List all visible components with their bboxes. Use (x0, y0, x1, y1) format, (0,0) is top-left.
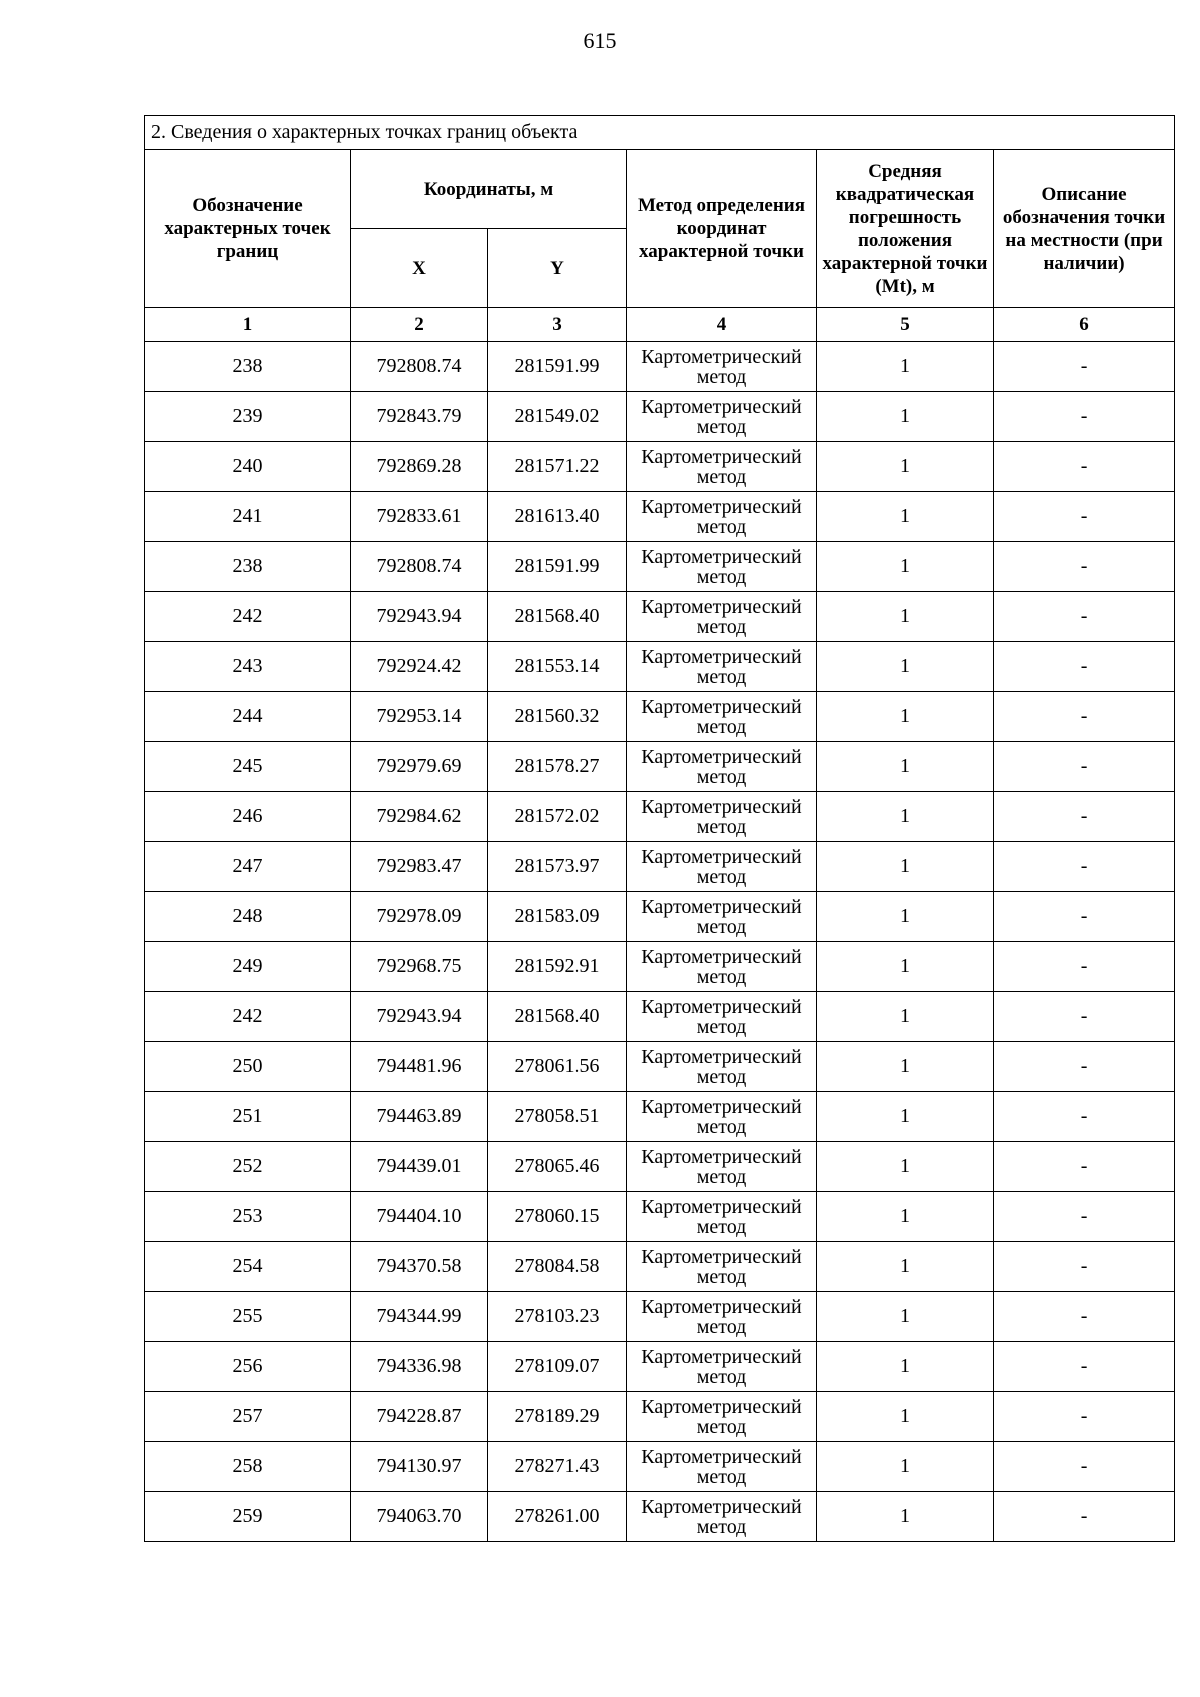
cell-point: 239 (145, 392, 351, 442)
table-row (145, 1242, 1175, 1292)
method-line-2: метод (696, 865, 747, 888)
table-row (145, 1342, 1175, 1392)
cell-x: 792924.42 (351, 642, 488, 692)
method-line-1: Картометрический (641, 345, 802, 368)
cell-method (627, 442, 817, 492)
cell-y: 281572.02 (488, 792, 627, 842)
cell-point: 249 (145, 942, 351, 992)
cell-point: 258 (145, 1442, 351, 1492)
cell-method (627, 342, 817, 392)
cell-error: 1 (817, 1192, 994, 1242)
cell-point: 259 (145, 1492, 351, 1542)
cell-error: 1 (817, 392, 994, 442)
cell-method (627, 1292, 817, 1342)
method-line-2: метод (696, 1365, 747, 1388)
cell-method (627, 942, 817, 992)
method-line-1: Картометрический (641, 895, 802, 918)
cell-error: 1 (817, 592, 994, 642)
table-row (145, 592, 1175, 642)
page-number: 615 (583, 28, 617, 53)
cell-description: - (994, 392, 1175, 442)
column-number: 1 (145, 308, 351, 342)
cell-method (627, 892, 817, 942)
cell-y: 278189.29 (488, 1392, 627, 1442)
cell-description: - (994, 1292, 1175, 1342)
cell-y: 281568.40 (488, 992, 627, 1042)
cell-error: 1 (817, 692, 994, 742)
cell-y: 278061.56 (488, 1042, 627, 1092)
cell-y: 278065.46 (488, 1142, 627, 1192)
cell-description: - (994, 992, 1175, 1042)
cell-y: 278109.07 (488, 1342, 627, 1392)
cell-point: 245 (145, 742, 351, 792)
cell-y: 281568.40 (488, 592, 627, 642)
cell-description: - (994, 892, 1175, 942)
cell-description: - (994, 442, 1175, 492)
table-row (145, 1092, 1175, 1142)
method-line-2: метод (696, 515, 747, 538)
cell-method (627, 1092, 817, 1142)
cell-method (627, 592, 817, 642)
cell-error: 1 (817, 1492, 994, 1542)
cell-error: 1 (817, 1342, 994, 1392)
cell-point: 257 (145, 1392, 351, 1442)
method-line-1: Картометрический (641, 745, 802, 768)
method-line-2: метод (696, 1465, 747, 1488)
cell-description: - (994, 542, 1175, 592)
table-row (145, 392, 1175, 442)
cell-description: - (994, 1392, 1175, 1442)
cell-description: - (994, 1442, 1175, 1492)
table-row (145, 792, 1175, 842)
cell-error: 1 (817, 892, 994, 942)
cell-error: 1 (817, 442, 994, 492)
method-line-1: Картометрический (641, 1445, 802, 1468)
cell-y: 281613.40 (488, 492, 627, 542)
cell-x: 792869.28 (351, 442, 488, 492)
method-line-1: Картометрический (641, 795, 802, 818)
cell-error: 1 (817, 1442, 994, 1492)
header-method: Метод определения координат характерной точки (627, 150, 817, 308)
cell-x: 794370.58 (351, 1242, 488, 1292)
cell-description: - (994, 1242, 1175, 1292)
header-error: Средняя квадратическая погрешность положения характерной точки (Mt), м (817, 150, 994, 308)
cell-y: 281592.91 (488, 942, 627, 992)
cell-method (627, 642, 817, 692)
cell-point: 255 (145, 1292, 351, 1342)
cell-y: 278261.00 (488, 1492, 627, 1542)
method-line-1: Картометрический (641, 495, 802, 518)
cell-point: 244 (145, 692, 351, 742)
cell-method (627, 742, 817, 792)
method-line-2: метод (696, 815, 747, 838)
method-line-2: метод (696, 1065, 747, 1088)
cell-description: - (994, 1142, 1175, 1192)
method-line-2: метод (696, 715, 747, 738)
cell-y: 278058.51 (488, 1092, 627, 1142)
cell-x: 792843.79 (351, 392, 488, 442)
cell-y: 278060.15 (488, 1192, 627, 1242)
table-row (145, 692, 1175, 742)
column-number: 4 (627, 308, 817, 342)
cell-error: 1 (817, 792, 994, 842)
method-line-1: Картометрический (641, 1195, 802, 1218)
method-line-1: Картометрический (641, 1095, 802, 1118)
cell-point: 247 (145, 842, 351, 892)
table-row (145, 1492, 1175, 1542)
cell-error: 1 (817, 492, 994, 542)
cell-method (627, 1492, 817, 1542)
cell-method (627, 1242, 817, 1292)
method-line-1: Картометрический (641, 595, 802, 618)
method-line-1: Картометрический (641, 1495, 802, 1518)
cell-method (627, 1392, 817, 1442)
cell-y: 281553.14 (488, 642, 627, 692)
cell-method (627, 842, 817, 892)
table-row (145, 642, 1175, 692)
table-row (145, 1042, 1175, 1092)
table-row (145, 542, 1175, 592)
cell-x: 794344.99 (351, 1292, 488, 1342)
cell-description: - (994, 692, 1175, 742)
cell-x: 794063.70 (351, 1492, 488, 1542)
cell-y: 281573.97 (488, 842, 627, 892)
table-row (145, 1142, 1175, 1192)
cell-method (627, 1192, 817, 1242)
cell-method (627, 992, 817, 1042)
table-row (145, 342, 1175, 392)
cell-method (627, 1442, 817, 1492)
cell-x: 792943.94 (351, 992, 488, 1042)
cell-error: 1 (817, 1292, 994, 1342)
cell-description: - (994, 1042, 1175, 1092)
cell-error: 1 (817, 742, 994, 792)
table-row (145, 742, 1175, 792)
cell-method (627, 542, 817, 592)
cell-point: 238 (145, 342, 351, 392)
cell-x: 794439.01 (351, 1142, 488, 1192)
cell-description: - (994, 792, 1175, 842)
cell-error: 1 (817, 642, 994, 692)
cell-y: 278103.23 (488, 1292, 627, 1342)
method-line-1: Картометрический (641, 645, 802, 668)
table-row (145, 442, 1175, 492)
table-row (145, 1192, 1175, 1242)
cell-y: 281560.32 (488, 692, 627, 742)
method-line-2: метод (696, 915, 747, 938)
column-number: 6 (994, 308, 1175, 342)
method-line-2: метод (696, 765, 747, 788)
cell-x: 792979.69 (351, 742, 488, 792)
method-line-1: Картометрический (641, 845, 802, 868)
cell-description: - (994, 942, 1175, 992)
cell-method (627, 492, 817, 542)
method-line-1: Картометрический (641, 445, 802, 468)
method-line-2: метод (696, 615, 747, 638)
cell-error: 1 (817, 1392, 994, 1442)
cell-y: 281583.09 (488, 892, 627, 942)
cell-description: - (994, 1092, 1175, 1142)
cell-method (627, 392, 817, 442)
table-row (145, 492, 1175, 542)
cell-x: 794228.87 (351, 1392, 488, 1442)
header-point: Обозначение характерных точек границ (145, 150, 351, 308)
cell-description: - (994, 842, 1175, 892)
cell-y: 281549.02 (488, 392, 627, 442)
cell-point: 253 (145, 1192, 351, 1242)
cell-point: 238 (145, 542, 351, 592)
method-line-2: метод (696, 415, 747, 438)
method-line-1: Картометрический (641, 1295, 802, 1318)
cell-point: 240 (145, 442, 351, 492)
method-line-2: метод (696, 565, 747, 588)
cell-point: 254 (145, 1242, 351, 1292)
cell-method (627, 1342, 817, 1392)
cell-description: - (994, 492, 1175, 542)
cell-error: 1 (817, 992, 994, 1042)
table-caption: 2. Сведения о характерных точках границ объекта (145, 116, 1175, 150)
method-line-2: метод (696, 1165, 747, 1188)
method-line-1: Картометрический (641, 1045, 802, 1068)
cell-x: 792943.94 (351, 592, 488, 642)
cell-error: 1 (817, 342, 994, 392)
cell-x: 794481.96 (351, 1042, 488, 1092)
cell-y: 278084.58 (488, 1242, 627, 1292)
cell-x: 792833.61 (351, 492, 488, 542)
cell-description: - (994, 1342, 1175, 1392)
cell-x: 792978.09 (351, 892, 488, 942)
cell-point: 246 (145, 792, 351, 842)
method-line-1: Картометрический (641, 545, 802, 568)
method-line-1: Картометрический (641, 995, 802, 1018)
header-description: Описание обозначения точки на местности (при наличии) (994, 150, 1175, 308)
method-line-2: метод (696, 1215, 747, 1238)
cell-point: 256 (145, 1342, 351, 1392)
cell-x: 794130.97 (351, 1442, 488, 1492)
method-line-2: метод (696, 1015, 747, 1038)
cell-description: - (994, 642, 1175, 692)
table-row (145, 1292, 1175, 1342)
cell-point: 242 (145, 992, 351, 1042)
table-row (145, 1442, 1175, 1492)
cell-error: 1 (817, 1142, 994, 1192)
cell-error: 1 (817, 1242, 994, 1292)
cell-method (627, 1142, 817, 1192)
cell-x: 792953.14 (351, 692, 488, 742)
table-row (145, 842, 1175, 892)
cell-point: 241 (145, 492, 351, 542)
cell-x: 794404.10 (351, 1192, 488, 1242)
cell-x: 794463.89 (351, 1092, 488, 1142)
method-line-1: Картометрический (641, 395, 802, 418)
cell-error: 1 (817, 942, 994, 992)
cell-y: 281591.99 (488, 342, 627, 392)
cell-error: 1 (817, 1042, 994, 1092)
column-number: 2 (351, 308, 488, 342)
method-line-2: метод (696, 965, 747, 988)
cell-description: - (994, 592, 1175, 642)
cell-point: 250 (145, 1042, 351, 1092)
cell-error: 1 (817, 542, 994, 592)
cell-y: 281591.99 (488, 542, 627, 592)
table-row (145, 992, 1175, 1042)
cell-error: 1 (817, 842, 994, 892)
cell-x: 792808.74 (351, 342, 488, 392)
method-line-1: Картометрический (641, 945, 802, 968)
column-number: 3 (488, 308, 627, 342)
method-line-1: Картометрический (641, 695, 802, 718)
cell-point: 251 (145, 1092, 351, 1142)
method-line-2: метод (696, 1115, 747, 1138)
cell-description: - (994, 342, 1175, 392)
method-line-1: Картометрический (641, 1395, 802, 1418)
boundary-points-table (144, 115, 1175, 1542)
cell-point: 252 (145, 1142, 351, 1192)
cell-point: 243 (145, 642, 351, 692)
column-number: 5 (817, 308, 994, 342)
cell-description: - (994, 742, 1175, 792)
method-line-1: Картометрический (641, 1245, 802, 1268)
table-row (145, 942, 1175, 992)
table-body (145, 342, 1175, 1542)
cell-x: 792984.62 (351, 792, 488, 842)
header-coordinates: Координаты, м (351, 150, 627, 229)
cell-y: 281578.27 (488, 742, 627, 792)
cell-description: - (994, 1492, 1175, 1542)
method-line-2: метод (696, 1265, 747, 1288)
header-x: X (351, 229, 488, 308)
method-line-2: метод (696, 365, 747, 388)
cell-point: 242 (145, 592, 351, 642)
method-line-1: Картометрический (641, 1345, 802, 1368)
cell-x: 792808.74 (351, 542, 488, 592)
header-y: Y (488, 229, 627, 308)
method-line-2: метод (696, 1415, 747, 1438)
cell-x: 792983.47 (351, 842, 488, 892)
cell-method (627, 692, 817, 742)
table-row (145, 1392, 1175, 1442)
method-line-2: метод (696, 465, 747, 488)
cell-x: 794336.98 (351, 1342, 488, 1392)
cell-method (627, 1042, 817, 1092)
cell-x: 792968.75 (351, 942, 488, 992)
cell-y: 278271.43 (488, 1442, 627, 1492)
method-line-2: метод (696, 1515, 747, 1538)
cell-point: 248 (145, 892, 351, 942)
method-line-2: метод (696, 665, 747, 688)
table-row (145, 892, 1175, 942)
method-line-2: метод (696, 1315, 747, 1338)
cell-description: - (994, 1192, 1175, 1242)
cell-method (627, 792, 817, 842)
method-line-1: Картометрический (641, 1145, 802, 1168)
cell-y: 281571.22 (488, 442, 627, 492)
cell-error: 1 (817, 1092, 994, 1142)
